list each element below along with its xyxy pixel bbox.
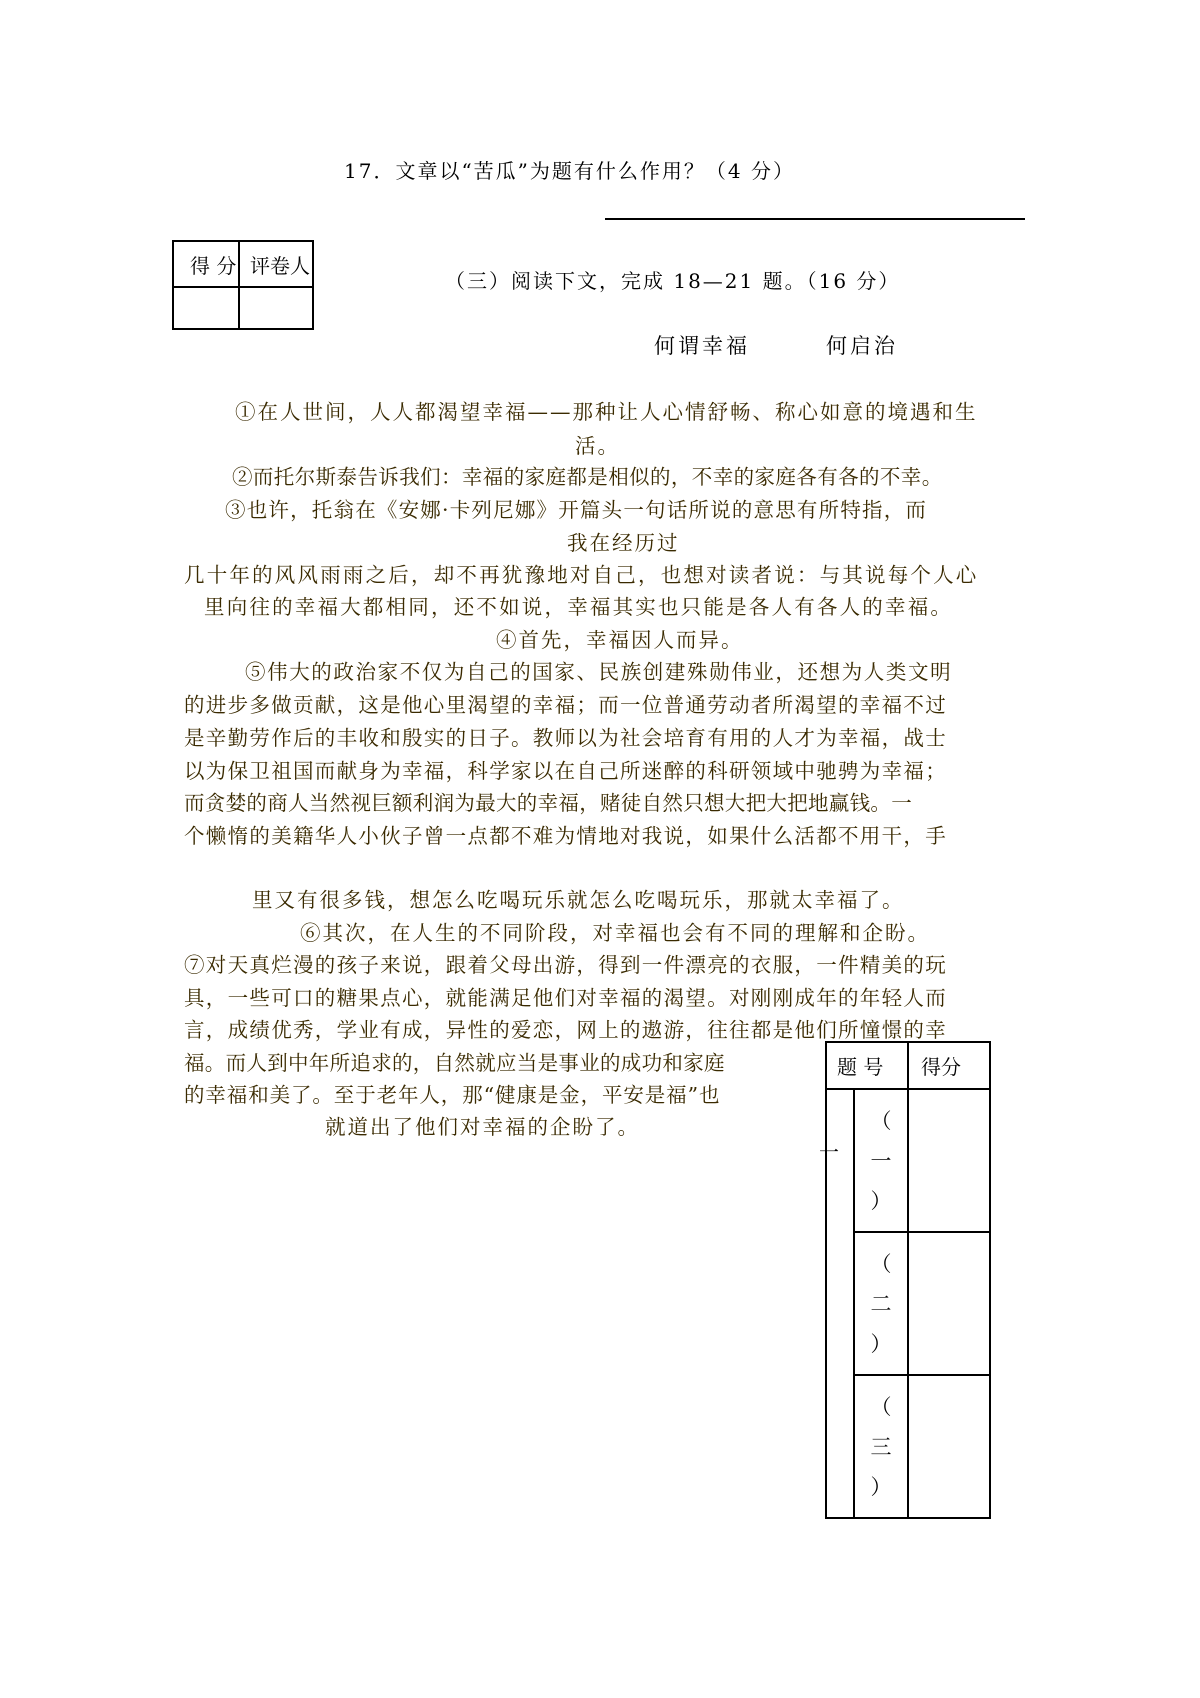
- question-17: 17．文章以“苦瓜”为题有什么作用？（4 分）: [344, 159, 795, 183]
- score-label-cell: [173, 241, 239, 287]
- row-char: （: [870, 1394, 892, 1419]
- paragraph-1-line: 活。: [575, 434, 620, 458]
- row-label-cell: [854, 1232, 908, 1375]
- paragraph-7-line: 具，一些可口的糖果点心，就能满足他们对幸福的渴望。对刚刚成年的年轻人而: [184, 986, 947, 1010]
- paragraph-7-line: 就道出了他们对幸福的企盼了。: [325, 1115, 640, 1139]
- row-label-cell: [854, 1375, 908, 1518]
- score-table: [819, 1041, 991, 1519]
- group-cell: [819, 1089, 854, 1518]
- header-score: 得分: [921, 1055, 962, 1079]
- row-char: ）: [870, 1474, 892, 1499]
- paragraph-5-line: 里又有很多钱，想怎么吃喝玩乐就怎么吃喝玩乐，那就太幸福了。: [252, 888, 905, 912]
- row-score-cell[interactable]: [908, 1089, 990, 1232]
- row-label: [855, 1101, 907, 1221]
- paragraph-7-line: 福。而人到中年所追求的，自然就应当是事业的成功和家庭: [184, 1051, 725, 1075]
- paragraph-6: ⑥其次，在人生的不同阶段，对幸福也会有不同的理解和企盼。: [300, 921, 930, 945]
- paragraph-5-line: 以为保卫祖国而献身为幸福，科学家以在自己所迷醉的科研领域中驰骋为幸福；: [184, 759, 947, 783]
- row-char: 二: [870, 1291, 892, 1316]
- paragraph-5-line: ⑤伟大的政治家不仅为自己的国家、民族创建殊勋伟业，还想为人类文明: [245, 660, 953, 684]
- grader-label-cell: [239, 241, 313, 287]
- paragraph-3-line: ③也许，托翁在《安娜·卡列尼娜》开篇头一句话所说的意思有所特指，而: [225, 498, 928, 522]
- paragraph-5-line: 而贪婪的商人当然视巨额利润为最大的幸福，赌徒自然只想大把大把地赢钱。一: [184, 791, 912, 815]
- row-label: [855, 1387, 907, 1507]
- paragraph-5-line: 的进步多做贡献，这是他心里渴望的幸福；而一位普通劳动者所渴望的幸福不过: [184, 693, 947, 717]
- passage-author: 何启治: [826, 334, 898, 358]
- grader-input-cell[interactable]: [239, 287, 313, 329]
- passage-title: 何谓幸福: [654, 334, 750, 358]
- paragraph-2: ②而托尔斯泰告诉我们：幸福的家庭都是相似的，不幸的家庭各有各的不幸。: [232, 465, 943, 489]
- paragraph-4: ④首先，幸福因人而异。: [496, 628, 744, 652]
- row-char: 三: [870, 1434, 892, 1459]
- answer-line: [605, 218, 1025, 220]
- grader-box: [172, 240, 314, 330]
- row-score-cell[interactable]: [908, 1375, 990, 1518]
- paragraph-3-line: 我在经历过: [567, 531, 680, 555]
- grader-label: 评卷人: [250, 253, 310, 278]
- header-number: 题 号: [837, 1055, 884, 1079]
- row-label-cell: [854, 1089, 908, 1232]
- group-label: 一: [819, 1140, 839, 1164]
- section-3-header: （三）阅读下文，完成 18—21 题。（16 分）: [445, 269, 901, 293]
- row-char: 一: [870, 1148, 892, 1173]
- paragraph-7-line: 言，成绩优秀，学业有成，异性的爱恋，网上的遨游，往往都是他们所憧憬的幸: [184, 1018, 947, 1042]
- header-number-cell: [826, 1042, 908, 1089]
- paragraph-3-line: 几十年的风风雨雨之后，却不再犹豫地对自己，也想对读者说：与其说每个人心: [184, 563, 979, 587]
- row-char: （: [870, 1108, 892, 1133]
- row-char: ）: [870, 1188, 892, 1213]
- row-char: ）: [870, 1331, 892, 1356]
- paragraph-7-line: 的幸福和美了。至于老年人，那“健康是金，平安是福”也: [184, 1083, 721, 1107]
- paragraph-1-line: ①在人世间，人人都渴望幸福——那种让人心情舒畅、称心如意的境遇和生: [235, 400, 978, 424]
- row-char: （: [870, 1251, 892, 1276]
- score-input-cell[interactable]: [173, 287, 239, 329]
- paragraph-7-line: ⑦对天真烂漫的孩子来说，跟着父母出游，得到一件漂亮的衣服，一件精美的玩: [184, 953, 947, 977]
- score-label: 得 分: [190, 253, 237, 278]
- row-score-cell[interactable]: [908, 1232, 990, 1375]
- header-score-cell: [908, 1042, 990, 1089]
- row-label: [855, 1244, 907, 1364]
- paragraph-3-line: 里向往的幸福大都相同，还不如说，幸福其实也只能是各人有各人的幸福。: [204, 595, 954, 619]
- paragraph-5-line: 是辛勤劳作后的丰收和殷实的日子。教师以为社会培育有用的人才为幸福，战士: [184, 726, 947, 750]
- paragraph-5-line: 个懒惰的美籍华人小伙子曾一点都不难为情地对我说，如果什么活都不用干，手: [184, 824, 947, 848]
